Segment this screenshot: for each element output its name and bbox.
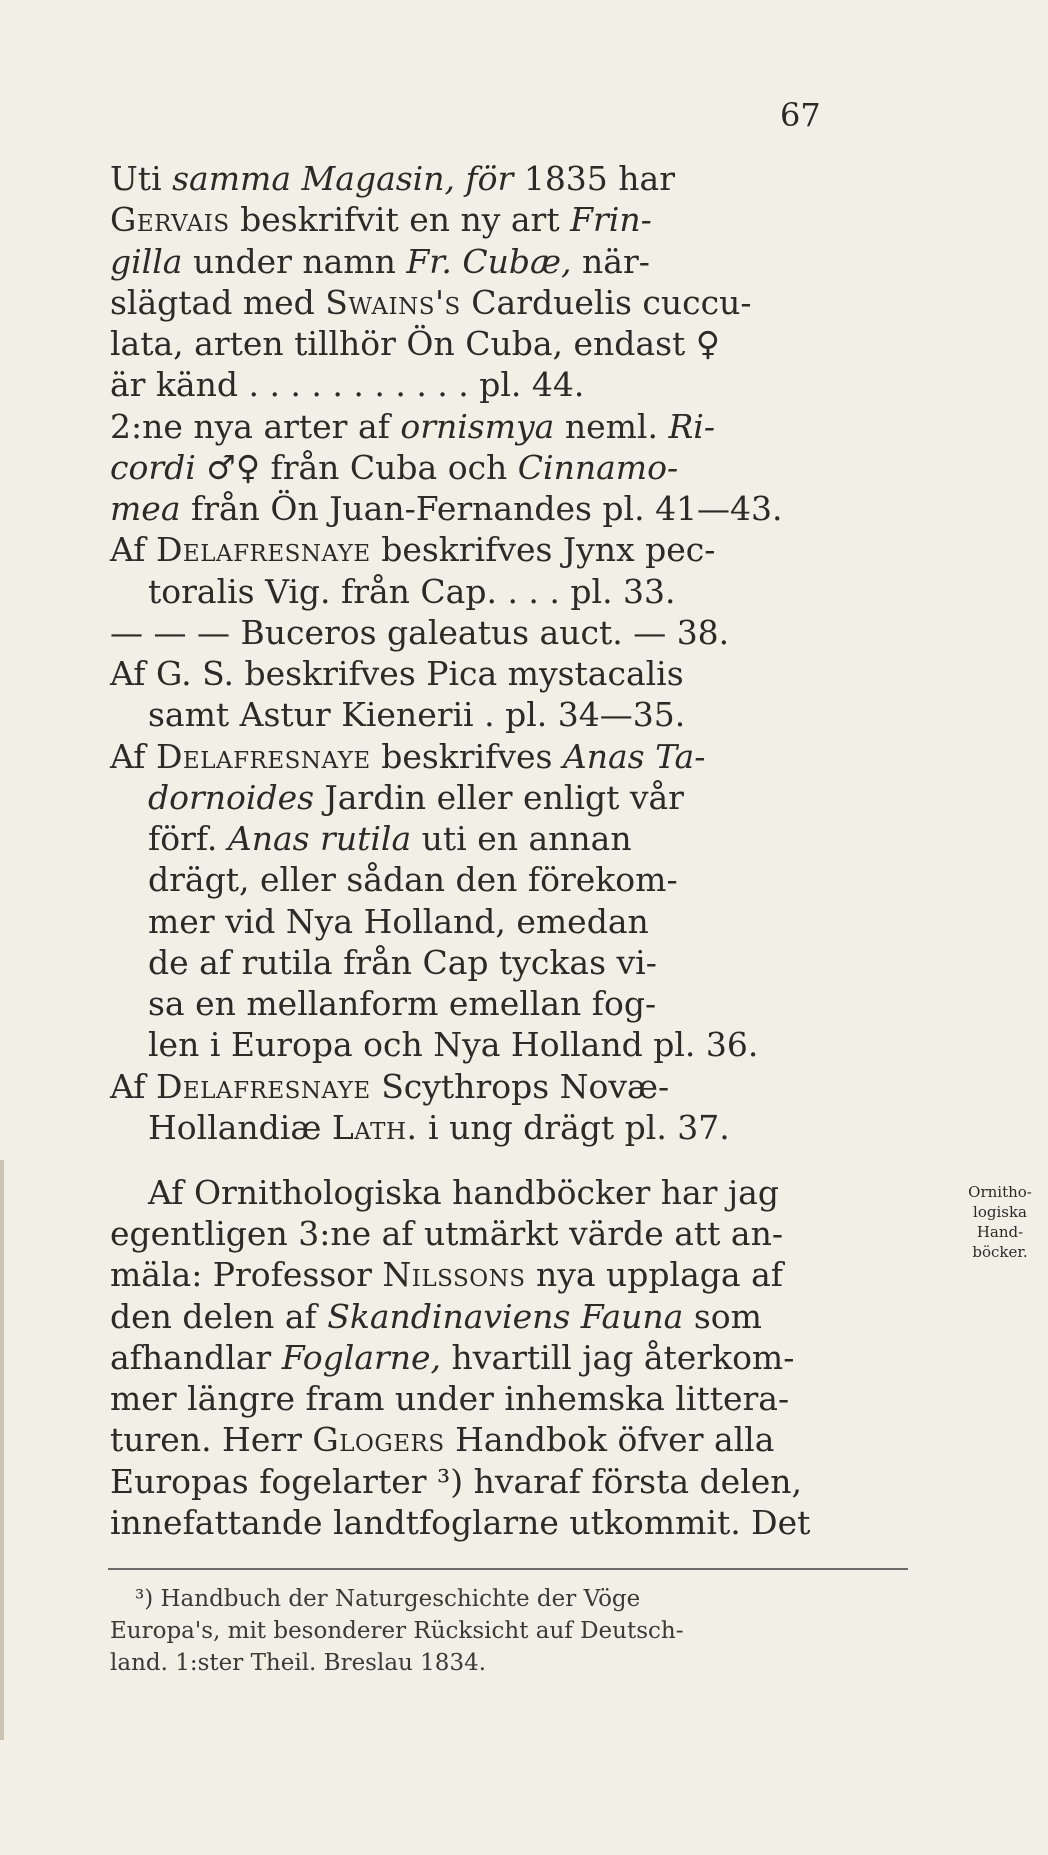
- text-line-24: Hollandiæ Lath. i ung drägt pl. 37.: [148, 1108, 730, 1147]
- text-line-4: slägtad med Swains's Carduelis cuccu-: [110, 283, 752, 322]
- text-line-3: gilla under namn Fr. Cubæ, när-: [110, 242, 650, 281]
- margin-note-line: logiska: [973, 1203, 1027, 1221]
- text-line-10: Af Delafresnaye beskrifves Jynx pec-: [110, 530, 716, 569]
- margin-note: [955, 1182, 1045, 1262]
- text-line-25: Af Ornithologiska handböcker har jag: [148, 1173, 779, 1212]
- margin-note-line: böcker.: [972, 1243, 1028, 1261]
- text-line-23: Af Delafresnaye Scythrops Novæ-: [110, 1067, 670, 1106]
- text-line-22: len i Europa och Nya Holland pl. 36.: [148, 1025, 759, 1064]
- text-line-28: den delen af Skandinaviens Fauna som: [110, 1297, 762, 1336]
- text-line-20: de af rutila från Cap tyckas vi-: [148, 943, 657, 982]
- text-line-31: turen. Herr Glogers Handbok öfver alla: [110, 1420, 775, 1459]
- text-line-9: mea från Ön Juan-Fernandes pl. 41—43.: [110, 489, 783, 528]
- text-line-11: toralis Vig. från Cap. . . . pl. 33.: [148, 572, 676, 611]
- text-line-29: afhandlar Foglarne, hvartill jag återkom-: [110, 1338, 795, 1377]
- text-line-7: 2:ne nya arter af ornismya neml. Ri-: [110, 407, 716, 446]
- margin-note-line: Hand-: [976, 1223, 1024, 1241]
- text-line-18: drägt, eller sådan den förekom-: [148, 860, 678, 899]
- footnote-line-2: Europa's, mit besonderer Rücksicht auf Deutsch-: [110, 1618, 684, 1644]
- page-number: 67: [780, 96, 821, 134]
- text-line-33: innefattande landtfoglarne utkommit. Det: [110, 1503, 811, 1542]
- text-line-26: egentligen 3:ne af utmärkt värde att an-: [110, 1214, 783, 1253]
- text-line-19: mer vid Nya Holland, emedan: [148, 902, 649, 941]
- text-line-6: är känd . . . . . . . . . . . pl. 44.: [110, 365, 585, 404]
- text-line-1: Uti samma Magasin, för 1835 har: [110, 159, 675, 198]
- text-line-12: — — — Buceros galeatus auct. — 38.: [110, 613, 730, 652]
- text-line-8: cordi ♂♀ från Cuba och Cinnamo-: [110, 448, 679, 487]
- footnote-line-1: ³) Handbuch der Naturgeschichte der Vöge: [135, 1586, 641, 1612]
- text-line-27: mäla: Professor Nilssons nya upplaga af: [110, 1255, 783, 1294]
- text-line-15: Af Delafresnaye beskrifves Anas Ta-: [110, 737, 706, 776]
- text-line-2: Gervais beskrifvit en ny art Frin-: [110, 200, 652, 239]
- text-line-5: lata, arten tillhör Ön Cuba, endast ♀: [110, 324, 720, 363]
- footnote-line-3: land. 1:ster Theil. Breslau 1834.: [110, 1650, 487, 1676]
- text-line-21: sa en mellanform emellan fog-: [148, 984, 657, 1023]
- text-line-30: mer längre fram under inhemska littera-: [110, 1379, 790, 1418]
- text-line-13: Af G. S. beskrifves Pica mystacalis: [110, 654, 684, 693]
- text-line-32: Europas fogelarter ³) hvaraf första delen,: [110, 1462, 803, 1501]
- text-line-14: samt Astur Kienerii . pl. 34—35.: [148, 695, 686, 734]
- footnote-rule: [108, 1568, 908, 1570]
- text-line-16: dornoides Jardin eller enligt vår: [148, 778, 684, 817]
- margin-note-line: Ornitho-: [968, 1183, 1032, 1201]
- page-edge-shadow: [0, 1160, 4, 1740]
- text-line-17: förf. Anas rutila uti en annan: [148, 819, 632, 858]
